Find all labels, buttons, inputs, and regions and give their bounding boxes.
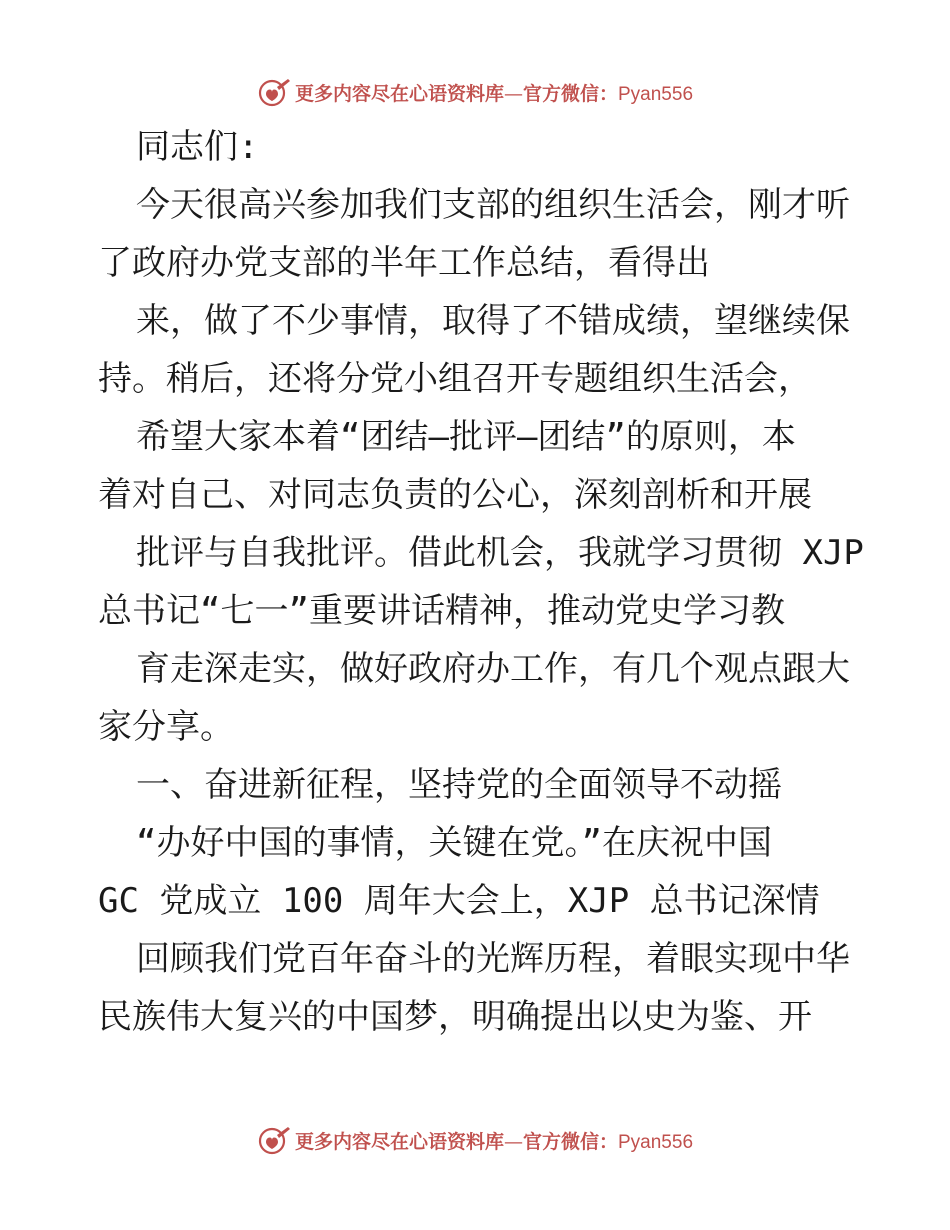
text-line: 家分享。 bbox=[98, 707, 234, 747]
watermark-suffix: 官方微信： bbox=[522, 82, 618, 105]
text-line: “办好中国的事情，关键在党。”在庆祝中国 bbox=[136, 823, 772, 863]
watermark-brand: 更多内容尽在心语资料库 bbox=[294, 1130, 504, 1153]
footer-watermark bbox=[0, 1120, 950, 1160]
text-line: 同志们: bbox=[136, 127, 259, 167]
text-line: 民族伟大复兴的中国梦，明确提出以史为鉴、开 bbox=[98, 997, 812, 1037]
text-line: 回顾我们党百年奋斗的光辉历程，着眼实现中华 bbox=[136, 939, 850, 979]
text-line: 了政府办党支部的半年工作总结，看得出 bbox=[98, 243, 710, 283]
text-line: 持。稍后，还将分党小组召开专题组织生活会， bbox=[98, 359, 812, 399]
text-line: GC 党成立 100 周年大会上，XJP 总书记深情 bbox=[98, 881, 820, 921]
watermark-group bbox=[257, 1125, 693, 1155]
text-line: 总书记“七一”重要讲话精神，推动党史学习教 bbox=[98, 591, 785, 631]
watermark-handle: Pyan556 bbox=[618, 1131, 694, 1153]
watermark-group bbox=[257, 77, 693, 107]
text-line: 今天很高兴参加我们支部的组织生活会，刚才听 bbox=[136, 185, 850, 225]
watermark-separator: — bbox=[503, 1130, 523, 1153]
watermark-suffix: 官方微信： bbox=[522, 1130, 618, 1153]
text-line: 育走深走实，做好政府办工作，有几个观点跟大 bbox=[136, 649, 850, 689]
text-line: 希望大家本着“团结—批评—团结”的原则，本 bbox=[136, 417, 796, 457]
text-line: 批评与自我批评。借此机会，我就学习贯彻 XJP bbox=[136, 533, 864, 573]
watermark-text bbox=[295, 1127, 693, 1154]
text-line: 着对自己、对同志负责的公心，深刻剖析和开展 bbox=[98, 475, 812, 515]
header-watermark bbox=[0, 72, 950, 112]
watermark-text bbox=[295, 79, 693, 106]
watermark-separator: — bbox=[503, 82, 523, 105]
document-body bbox=[98, 118, 864, 1046]
watermark-brand: 更多内容尽在心语资料库 bbox=[294, 82, 504, 105]
pen-heart-logo-icon bbox=[257, 1125, 291, 1155]
text-line: 一、奋进新征程，坚持党的全面领导不动摇 bbox=[136, 765, 782, 805]
text-line: 来，做了不少事情，取得了不错成绩，望继续保 bbox=[136, 301, 850, 341]
pen-heart-logo-icon bbox=[257, 77, 291, 107]
watermark-handle: Pyan556 bbox=[618, 83, 694, 105]
